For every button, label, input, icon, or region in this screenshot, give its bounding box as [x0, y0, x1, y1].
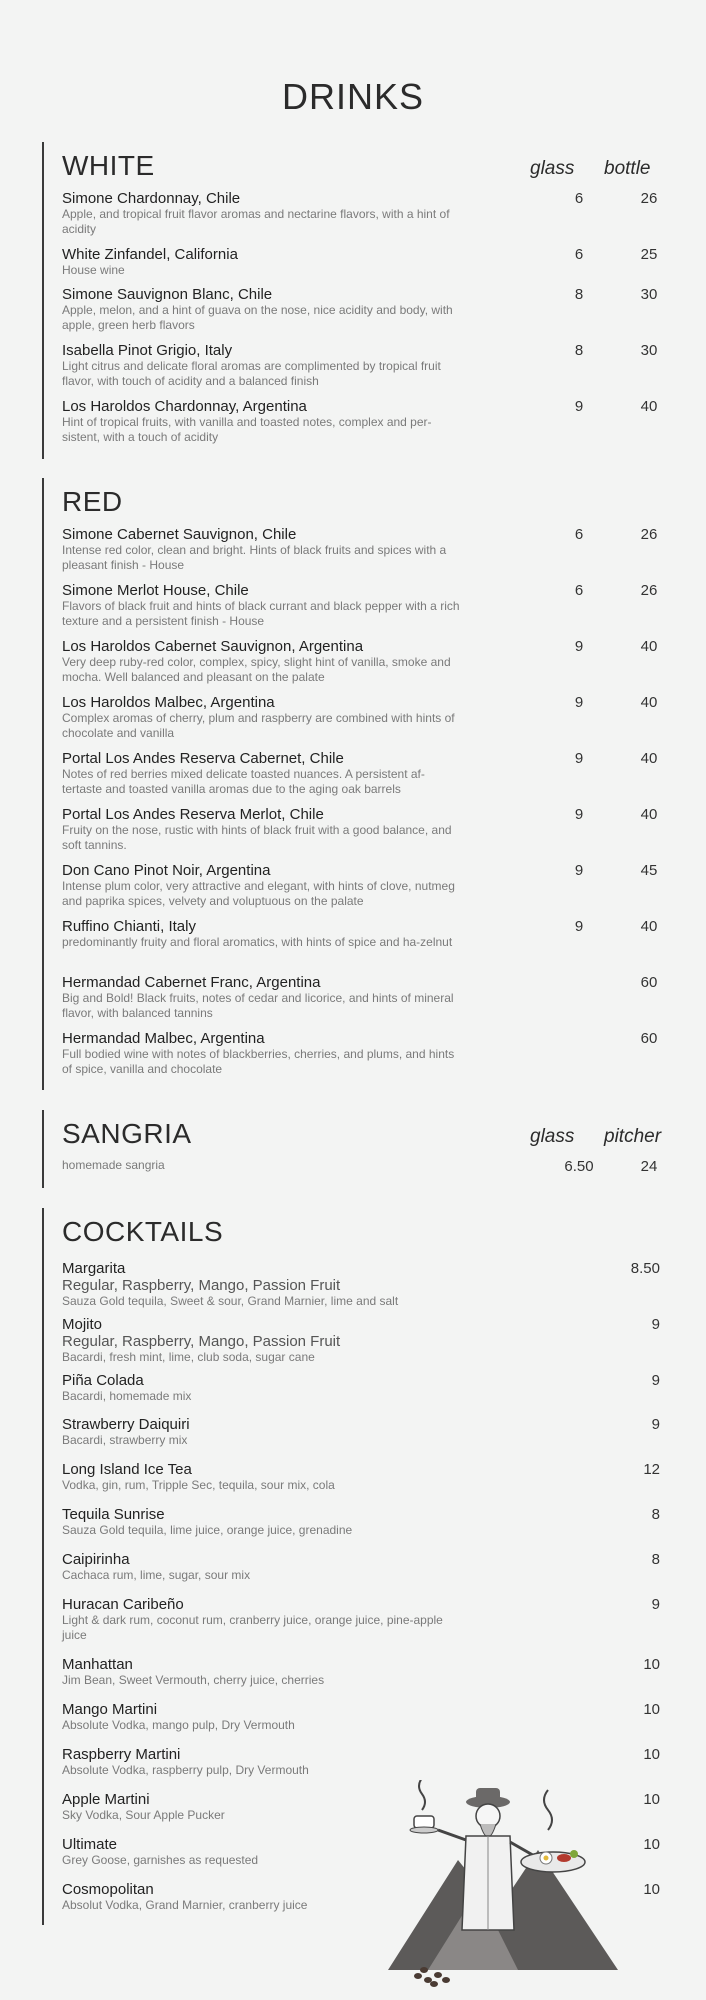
item-name: Simone Cabernet Sauvignon, Chile — [62, 526, 297, 543]
item-price: 10 — [643, 1836, 660, 1853]
item-description: Light citrus and delicate floral aromas are complimented by tropical fruit flavor, with touch of acidity and a balanced finish — [62, 359, 441, 388]
item-price: 9 — [651, 1596, 660, 1613]
menu-item — [62, 398, 658, 445]
item-name: Hermandad Malbec, Argentina — [62, 1030, 265, 1047]
item-name: Simone Merlot House, Chile — [62, 582, 249, 599]
bottle-price: 60 — [640, 1030, 658, 1047]
item-name: Long Island Ice Tea — [62, 1461, 192, 1478]
menu-item — [62, 1416, 660, 1448]
menu-item — [62, 1260, 660, 1309]
white-wine-section — [42, 142, 664, 459]
glass-price: 8 — [574, 342, 584, 359]
item-name: Mango Martini — [62, 1701, 158, 1718]
item-name: Caipirinha — [62, 1551, 130, 1568]
glass-column-header: glass — [530, 158, 575, 179]
item-price: 8.50 — [630, 1260, 660, 1277]
menu-item — [62, 1372, 660, 1404]
item-description: Fruity on the nose, rustic with hints of black fruit with a good balance, and soft tannins. — [62, 823, 452, 852]
item-price: 8 — [651, 1551, 660, 1568]
glass-price: 9 — [574, 862, 584, 879]
menu-item — [62, 1551, 660, 1583]
item-description: Vodka, gin, rum, Tripple Sec, tequila, sour mix, cola — [62, 1478, 335, 1492]
menu-item — [62, 1746, 660, 1778]
item-description: Jim Bean, Sweet Vermouth, cherry juice, cherries — [62, 1673, 325, 1687]
menu-item — [62, 1596, 660, 1643]
item-description: predominantly fruity and floral aromatics, with hints of spice and ha-zelnut — [62, 935, 453, 949]
bottle-price: 26 — [640, 582, 658, 599]
menu-item — [62, 750, 658, 797]
item-description: Absolut Vodka, Grand Marnier, cranberry juice — [62, 1898, 308, 1912]
bottle-price: 40 — [640, 638, 658, 655]
item-description: Sauza Gold tequila, lime juice, orange juice, grenadine — [62, 1523, 353, 1537]
coffee-cup-icon — [410, 1780, 438, 1833]
item-description: Cachaca rum, lime, sugar, sour mix — [62, 1568, 251, 1582]
menu-item — [62, 806, 658, 853]
glass-price: 9 — [574, 398, 584, 415]
section-title: WHITE — [62, 150, 155, 181]
menu-item — [62, 1030, 658, 1077]
item-price: 10 — [643, 1701, 660, 1718]
glass-price: 9 — [574, 806, 584, 823]
menu-item — [62, 638, 658, 685]
item-name: Ruffino Chianti, Italy — [62, 918, 196, 935]
bottle-price: 40 — [640, 806, 658, 823]
item-price: 10 — [643, 1791, 660, 1808]
item-description: Sauza Gold tequila, Sweet & sour, Grand Marnier, lime and salt — [62, 1294, 399, 1308]
item-description: Very deep ruby-red color, complex, spicy, slight hint of vanilla, smoke and mocha. Well balanced and pleasant on the palate — [62, 655, 451, 684]
menu-item — [62, 1158, 658, 1175]
item-price: 10 — [643, 1656, 660, 1673]
item-name: Simone Sauvignon Blanc, Chile — [62, 286, 273, 303]
item-price: 9 — [651, 1316, 660, 1333]
item-description: homemade sangria — [62, 1158, 165, 1172]
item-description: Sky Vodka, Sour Apple Pucker — [62, 1808, 225, 1822]
glass-price: 6 — [574, 190, 584, 207]
item-price: 9 — [651, 1372, 660, 1389]
item-description: Bacardi, fresh mint, lime, club soda, sugar cane — [62, 1350, 315, 1364]
item-name: Ultimate — [62, 1836, 118, 1853]
item-description: Absolute Vodka, raspberry pulp, Dry Vermouth — [62, 1763, 309, 1777]
item-description: Absolute Vodka, mango pulp, Dry Vermouth — [62, 1718, 295, 1732]
item-name: Manhattan — [62, 1656, 133, 1673]
item-price: 10 — [643, 1881, 660, 1898]
item-description: Apple, and tropical fruit flavor aromas and nectarine flavors, with a hint of acidity — [62, 207, 450, 236]
glass-price: 6.50 — [564, 1158, 594, 1175]
bottle-price: 45 — [640, 862, 658, 879]
glass-price: 6 — [574, 246, 584, 263]
item-description: Grey Goose, garnishes as requested — [62, 1853, 259, 1867]
item-description: Intense plum color, very attractive and elegant, with hints of clove, nutmeg and paprika spices, velvety and voluptuous on the palate — [62, 879, 455, 908]
item-name: Los Haroldos Chardonnay, Argentina — [62, 398, 307, 415]
item-name: Los Haroldos Malbec, Argentina — [62, 694, 275, 711]
item-name: Don Cano Pinot Noir, Argentina — [62, 862, 271, 879]
menu-item — [62, 286, 658, 333]
menu-item — [62, 1656, 660, 1688]
item-description: Intense red color, clean and bright. Hints of black fruits and spices with a pleasant finish - House — [62, 543, 447, 572]
waiter-illustration — [388, 1780, 638, 1990]
bottle-price: 60 — [640, 974, 658, 991]
page-title: DRINKS — [281, 76, 425, 117]
item-name: Simone Chardonnay, Chile — [62, 190, 241, 207]
section-title: COCKTAILS — [62, 1216, 224, 1247]
item-price: 10 — [643, 1746, 660, 1763]
item-name: Strawberry Daiquiri — [62, 1416, 190, 1433]
sangria-section — [42, 1110, 664, 1188]
item-name: Hermandad Cabernet Franc, Argentina — [62, 974, 321, 991]
menu-item — [62, 582, 658, 629]
pitcher-column-header: pitcher — [604, 1126, 662, 1147]
glass-price: 9 — [574, 638, 584, 655]
item-description: Apple, melon, and a hint of guava on the nose, nice acidity and body, with apple, green herb flavors — [62, 303, 453, 332]
item-price: 8 — [651, 1506, 660, 1523]
bottle-column-header: bottle — [604, 158, 651, 179]
section-title: SANGRIA — [62, 1118, 192, 1149]
item-description: Bacardi, strawberry mix — [62, 1433, 188, 1447]
bottle-price: 40 — [640, 694, 658, 711]
pitcher-price: 24 — [640, 1158, 658, 1175]
glass-column-header: glass — [530, 1126, 575, 1147]
menu-item — [62, 342, 658, 389]
item-description: House wine — [62, 263, 125, 277]
bottle-price: 26 — [640, 190, 658, 207]
menu-item — [62, 190, 658, 237]
item-name: White Zinfandel, California — [62, 246, 238, 263]
menu-item — [62, 974, 658, 1021]
bottle-price: 40 — [640, 398, 658, 415]
bottle-price: 40 — [640, 918, 658, 935]
item-variants: Regular, Raspberry, Mango, Passion Fruit — [62, 1277, 341, 1294]
bottle-price: 30 — [640, 286, 658, 303]
menu-item — [62, 862, 658, 909]
item-name: Cosmopolitan — [62, 1881, 154, 1898]
item-name: Piña Colada — [62, 1372, 144, 1389]
menu-item — [62, 1461, 660, 1493]
item-description: Notes of red berries mixed delicate toasted nuances. A persistent af-tertaste and toasted vanilla aromas due to the aging oak barrels — [62, 767, 425, 796]
item-name: Portal Los Andes Reserva Cabernet, Chile — [62, 750, 344, 767]
item-price: 9 — [651, 1416, 660, 1433]
bottle-price: 25 — [640, 246, 658, 263]
menu-item — [62, 1316, 660, 1365]
red-wine-section — [42, 478, 664, 1090]
item-description: Full bodied wine with notes of blackberries, cherries, and plums, and hints of spice, vanilla and chocolate — [62, 1047, 455, 1076]
food-plate-icon — [521, 1790, 585, 1872]
item-variants: Regular, Raspberry, Mango, Passion Fruit — [62, 1333, 341, 1350]
bottle-price: 40 — [640, 750, 658, 767]
glass-price: 9 — [574, 918, 584, 935]
glass-price: 8 — [574, 286, 584, 303]
section-title: RED — [62, 486, 123, 517]
item-description: Big and Bold! Black fruits, notes of cedar and licorice, and hints of mineral flavor, with balanced tannins — [62, 991, 454, 1020]
item-name: Margarita — [62, 1260, 126, 1277]
bottle-price: 26 — [640, 526, 658, 543]
item-name: Tequila Sunrise — [62, 1506, 165, 1523]
glass-price: 6 — [574, 526, 584, 543]
item-description: Complex aromas of cherry, plum and raspberry are combined with hints of chocolate and vanilla — [62, 711, 455, 740]
item-price: 12 — [643, 1461, 660, 1478]
item-name: Mojito — [62, 1316, 103, 1333]
bottle-price: 30 — [640, 342, 658, 359]
menu-item — [62, 918, 658, 950]
item-name: Huracan Caribeño — [62, 1596, 184, 1613]
item-name: Los Haroldos Cabernet Sauvignon, Argentina — [62, 638, 364, 655]
item-name: Portal Los Andes Reserva Merlot, Chile — [62, 806, 324, 823]
menu-item — [62, 1506, 660, 1538]
item-name: Isabella Pinot Grigio, Italy — [62, 342, 233, 359]
menu-item — [62, 694, 658, 741]
menu-item — [62, 526, 658, 573]
item-description: Light & dark rum, coconut rum, cranberry juice, orange juice, pine-apple juice — [62, 1613, 443, 1642]
menu-item — [62, 1701, 660, 1733]
item-description: Hint of tropical fruits, with vanilla and toasted notes, complex and per-sistent, with a touch of acidity — [62, 415, 432, 444]
item-description: Flavors of black fruit and hints of black currant and black pepper with a rich texture and a persistent finish - House — [62, 599, 460, 628]
item-description: Bacardi, homemade mix — [62, 1389, 192, 1403]
glass-price: 9 — [574, 694, 584, 711]
glass-price: 9 — [574, 750, 584, 767]
glass-price: 6 — [574, 582, 584, 599]
item-name: Apple Martini — [62, 1791, 150, 1808]
item-name: Raspberry Martini — [62, 1746, 181, 1763]
menu-item — [62, 246, 658, 278]
